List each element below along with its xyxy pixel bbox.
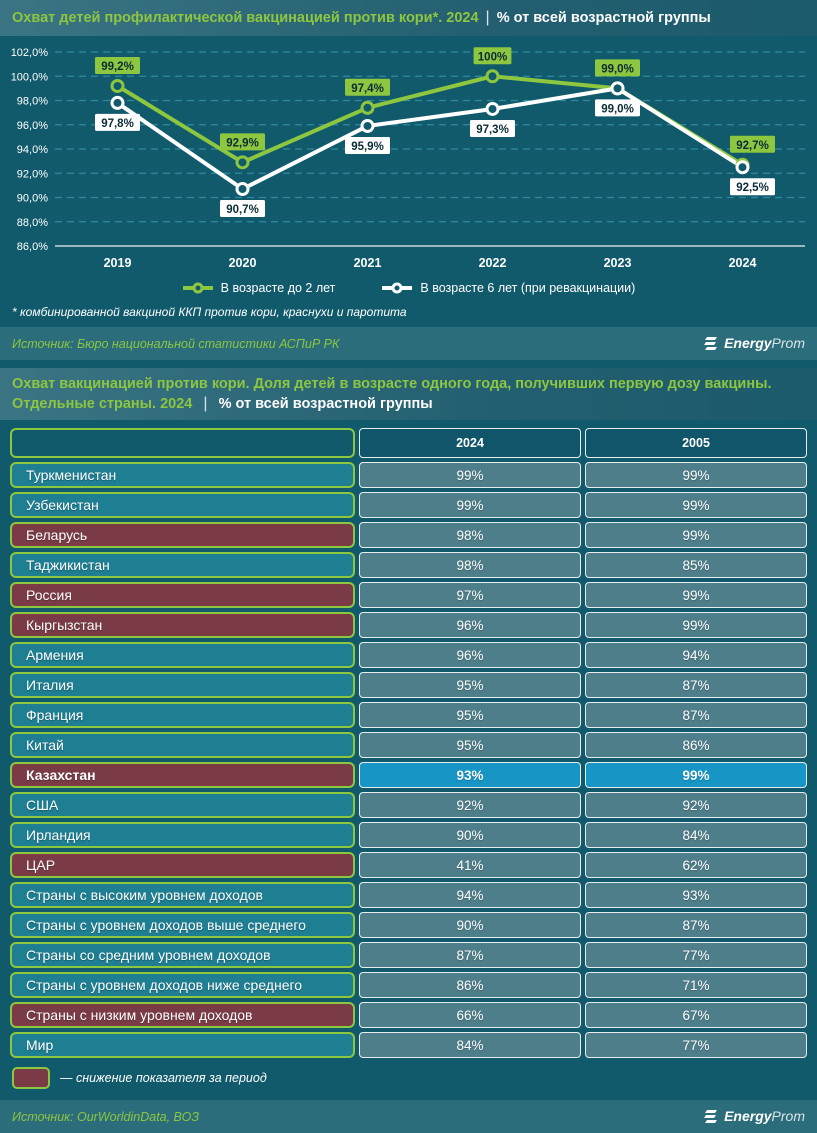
value-2005-cell: 85% (585, 552, 807, 578)
table-row (10, 612, 808, 638)
legend-marker-white-icon (381, 282, 413, 294)
table-row (10, 492, 808, 518)
svg-text:97,8%: 97,8% (101, 117, 134, 130)
svg-text:2019: 2019 (103, 256, 132, 270)
value-2005-cell: 93% (585, 882, 807, 908)
value-2024-cell: 86% (359, 972, 581, 998)
value-2005-cell: 94% (585, 642, 807, 668)
value-2005-cell: 86% (585, 732, 807, 758)
svg-text:102,0%: 102,0% (10, 47, 48, 59)
svg-text:92,7%: 92,7% (736, 139, 769, 152)
svg-text:90,7%: 90,7% (226, 204, 259, 217)
country-name-cell: ЦАР (10, 852, 355, 878)
value-2005-cell: 99% (585, 462, 807, 488)
svg-text:100,0%: 100,0% (10, 71, 48, 84)
country-name-cell: Армения (10, 642, 355, 668)
table-row (10, 1002, 808, 1028)
svg-text:92,5%: 92,5% (736, 182, 769, 195)
coverage-table-body (10, 462, 808, 1058)
value-2024-cell: 90% (359, 822, 581, 848)
svg-text:90,0%: 90,0% (16, 192, 48, 205)
country-name-cell: Ирландия (10, 822, 355, 848)
country-name-cell: Страны со средним уровнем доходов (10, 942, 355, 968)
value-2024-cell: 94% (359, 882, 581, 908)
value-2024-cell: 41% (359, 852, 581, 878)
country-name-cell: Беларусь (10, 522, 355, 548)
svg-text:99,0%: 99,0% (601, 103, 634, 116)
table-title-line1: Охват вакцинацией против кори. Доля детей в возрасте одного года, получивших первую дозу вакцины. (12, 376, 772, 392)
table-row (10, 702, 808, 728)
svg-text:2024: 2024 (728, 256, 757, 270)
value-2005-cell: 99% (585, 612, 807, 638)
table-title-units: % от всей возрастной группы (218, 396, 433, 412)
chart-legend (0, 277, 817, 299)
table-row (10, 942, 808, 968)
legend-marker-green-icon (182, 282, 214, 294)
svg-text:2020: 2020 (228, 256, 257, 270)
value-2005-cell: 84% (585, 822, 807, 848)
chart-title: Охват детей профилактической вакцинацией против кори*. 2024 (12, 10, 479, 26)
value-2005-cell: 87% (585, 702, 807, 728)
table-row (10, 762, 808, 788)
value-2024-cell: 98% (359, 552, 581, 578)
svg-text:92,0%: 92,0% (16, 168, 48, 181)
value-2024-cell: 66% (359, 1002, 581, 1028)
country-name-cell: Узбекистан (10, 492, 355, 518)
svg-text:95,9%: 95,9% (351, 140, 384, 153)
value-2024-cell: 84% (359, 1032, 581, 1058)
line-chart (0, 36, 817, 277)
svg-text:2022: 2022 (478, 256, 507, 270)
table-row (10, 1032, 808, 1058)
chart-source-bar (0, 327, 817, 360)
value-2005-cell: 62% (585, 852, 807, 878)
decline-legend-text: — снижение показателя за период (60, 1071, 267, 1085)
energyprom-logo (703, 1108, 805, 1126)
value-2005-cell: 99% (585, 582, 807, 608)
table-row (10, 822, 808, 848)
table-row (10, 642, 808, 668)
value-2024-cell: 92% (359, 792, 581, 818)
chart-footnote: * комбинированной вакциной ККП против кори, краснухи и паротита (12, 305, 407, 319)
logo-text-bold: Energy (724, 334, 772, 351)
table-source-text: Источник: OurWorldinData, ВОЗ (12, 1109, 200, 1124)
value-2024-cell: 99% (359, 492, 581, 518)
value-2024-cell: 96% (359, 612, 581, 638)
title-separator: | (485, 9, 490, 26)
logo-text-light: Prom (771, 334, 805, 351)
table-header-2024: 2024 (359, 428, 581, 458)
decline-legend (12, 1066, 805, 1090)
country-name-cell: Кыргызстан (10, 612, 355, 638)
line-chart-canvas (0, 40, 817, 272)
value-2024-cell: 95% (359, 732, 581, 758)
chart-title-units: % от всей возрастной группы (496, 10, 711, 26)
logo-text-light: Prom (771, 1107, 805, 1124)
table-row (10, 972, 808, 998)
coverage-table (10, 428, 808, 1058)
svg-text:2021: 2021 (353, 256, 382, 270)
energyprom-logo-icon (703, 1109, 719, 1125)
svg-text:86,0%: 86,0% (16, 241, 48, 253)
value-2024-cell: 98% (359, 522, 581, 548)
table-row (10, 732, 808, 758)
country-name-cell: Мир (10, 1032, 355, 1058)
table-title-line2: Отдельные страны. 2024 (12, 396, 193, 412)
table-row (10, 912, 808, 938)
value-2005-cell: 87% (585, 672, 807, 698)
decline-swatch-icon (12, 1067, 50, 1089)
table-row (10, 462, 808, 488)
chart-title-bar (0, 0, 817, 36)
svg-text:97,3%: 97,3% (476, 123, 509, 136)
value-2005-cell: 71% (585, 972, 807, 998)
svg-text:88,0%: 88,0% (16, 216, 48, 229)
value-2024-cell: 97% (359, 582, 581, 608)
svg-text:98,0%: 98,0% (16, 95, 48, 108)
svg-text:94,0%: 94,0% (16, 144, 48, 156)
chart-source-text: Источник: Бюро национальной статистики АСПиР РК (12, 336, 340, 351)
svg-text:96,0%: 96,0% (16, 119, 48, 132)
country-name-cell: Россия (10, 582, 355, 608)
value-2024-cell: 99% (359, 462, 581, 488)
country-name-cell: Таджикистан (10, 552, 355, 578)
value-2005-cell: 67% (585, 1002, 807, 1028)
value-2005-cell: 99% (585, 522, 807, 548)
table-header-row (10, 428, 808, 458)
table-row (10, 882, 808, 908)
country-name-cell: Страны с низким уровнем доходов (10, 1002, 355, 1028)
table-header-2005: 2005 (585, 428, 807, 458)
table-row (10, 852, 808, 878)
value-2005-cell: 99% (585, 492, 807, 518)
value-2005-cell: 77% (585, 1032, 807, 1058)
country-name-cell: Туркменистан (10, 462, 355, 488)
svg-text:92,9%: 92,9% (226, 137, 259, 150)
country-name-cell: Казахстан (10, 762, 355, 788)
country-name-cell: Страны с высоким уровнем доходов (10, 882, 355, 908)
value-2024-cell: 96% (359, 642, 581, 668)
legend-label: В возрасте до 2 лет (220, 281, 336, 295)
country-name-cell: Италия (10, 672, 355, 698)
country-name-cell: Страны с уровнем доходов ниже среднего (10, 972, 355, 998)
energyprom-logo-icon (703, 336, 719, 352)
value-2005-cell: 87% (585, 912, 807, 938)
title-separator: | (203, 395, 208, 412)
logo-text-bold: Energy (724, 1107, 772, 1124)
legend-label: В возрасте 6 лет (при ревакцинации) (420, 281, 636, 295)
legend-item-under-2 (182, 281, 336, 295)
table-row (10, 792, 808, 818)
svg-text:97,4%: 97,4% (351, 82, 384, 95)
value-2024-cell: 95% (359, 672, 581, 698)
table-title-bar (0, 368, 817, 420)
value-2024-cell: 95% (359, 702, 581, 728)
country-name-cell: США (10, 792, 355, 818)
svg-text:100%: 100% (477, 51, 508, 64)
svg-text:99,2%: 99,2% (101, 60, 134, 73)
table-row (10, 552, 808, 578)
value-2024-cell: 87% (359, 942, 581, 968)
value-2005-cell: 99% (585, 762, 807, 788)
country-name-cell: Китай (10, 732, 355, 758)
table-header-country-cell (10, 428, 355, 458)
table-row (10, 672, 808, 698)
value-2005-cell: 77% (585, 942, 807, 968)
value-2024-cell: 93% (359, 762, 581, 788)
svg-text:99,0%: 99,0% (601, 63, 634, 76)
table-source-bar (0, 1100, 817, 1133)
value-2024-cell: 90% (359, 912, 581, 938)
legend-item-age-6 (381, 281, 635, 295)
svg-text:2023: 2023 (603, 256, 632, 270)
table-row (10, 582, 808, 608)
value-2005-cell: 92% (585, 792, 807, 818)
country-name-cell: Страны с уровнем доходов выше среднего (10, 912, 355, 938)
table-row (10, 522, 808, 548)
energyprom-logo (703, 335, 805, 353)
country-name-cell: Франция (10, 702, 355, 728)
